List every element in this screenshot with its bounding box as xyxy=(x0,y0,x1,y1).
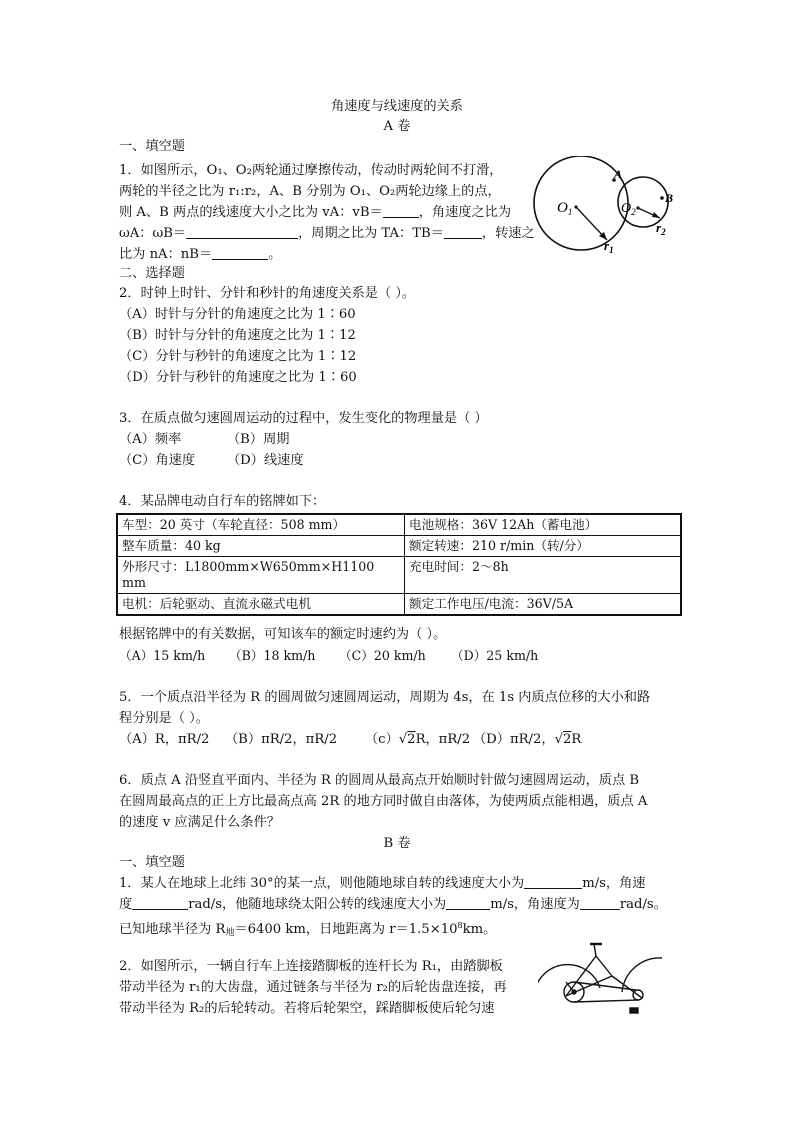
qb1-blank-orbit-omega[interactable] xyxy=(580,897,620,910)
q2-stem: 2．时钟上时针、分针和秒针的角速度关系是（ ）。 xyxy=(119,286,416,301)
qb1-line2-text: 度 xyxy=(119,897,133,912)
friction-wheels-diagram xyxy=(528,156,688,256)
qb1-line2 xyxy=(119,897,667,913)
q1-line5-text-b: 。 xyxy=(268,247,282,262)
q5-line1: 5．一个质点沿半径为 R 的圆周做匀速圆周运动，周期为 4s，在 1s 内质点位移的大小和路 xyxy=(119,690,651,705)
table-row xyxy=(117,536,681,557)
qb1-line2-text-b: rad/s，他随地球绕太阳公转的线速度大小为 xyxy=(188,897,447,912)
q6-line3: 的速度 v 应满足什么条件？ xyxy=(119,815,280,830)
qb1-blank-orbit-speed[interactable] xyxy=(446,897,490,910)
table-cell: 额定转速：210 r/min（转/分） xyxy=(405,536,682,557)
qb1-line1 xyxy=(119,876,646,892)
chain-lower xyxy=(574,1000,638,1002)
q5-option-c-suffix: R，πR/2 xyxy=(415,732,471,747)
q4-option-d[interactable]: （D）25 km/h xyxy=(451,648,539,663)
q5-option-d[interactable] xyxy=(473,732,581,748)
label-o2: $O_2$ xyxy=(621,201,636,217)
q1-line3 xyxy=(119,205,511,221)
volume-a-heading: A 卷 xyxy=(383,119,411,134)
section-b1-heading: 一、填空题 xyxy=(119,855,185,870)
q1-line4-text: ωA：ωB＝ xyxy=(119,226,187,241)
volume-b-heading: B 卷 xyxy=(383,836,411,851)
q1-line4 xyxy=(119,226,535,242)
sqrt-symbol: √2 xyxy=(398,732,416,747)
q3-option-c[interactable]: （C）角速度 xyxy=(119,453,196,468)
page-title: 角速度与线速度的关系 xyxy=(331,99,463,114)
q3-stem: 3．在质点做匀速圆周运动的过程中，发生变化的物理量是（ ） xyxy=(119,411,488,426)
label-r2: $r_2$ xyxy=(656,220,666,237)
sqrt-symbol: √2 xyxy=(554,732,572,747)
q4-option-a[interactable]: （A）15 km/h xyxy=(119,648,206,663)
q3-options-row1 xyxy=(119,432,289,448)
q4-question: 根据铭牌中的有关数据，可知该车的额定时速约为（ ）。 xyxy=(119,627,447,642)
q4-option-b[interactable]: （B）18 km/h xyxy=(229,648,316,663)
table-cell: 车型：20 英寸（车轮直径：508 mm） xyxy=(117,514,405,536)
q1-blank-period[interactable] xyxy=(444,226,482,239)
label-r1: $r_1$ xyxy=(604,238,614,255)
q6-line1: 6．质点 A 沿竖直平面内、半径为 R 的圆周从最高点开始顺时针做匀速圆周运动，质点 B xyxy=(119,773,640,788)
table-cell: 外形尺寸：L1800mm×W650mm×H1100 mm xyxy=(117,557,405,594)
radius-r2-arrow xyxy=(652,212,660,218)
sqrt-radicand: 2 xyxy=(562,732,572,747)
qb1-line3 xyxy=(119,918,496,941)
q5-options-row xyxy=(119,732,581,748)
qb1-blank-rotation-speed[interactable] xyxy=(524,876,582,889)
q1-blank-omega[interactable] xyxy=(186,226,298,239)
table-row xyxy=(117,594,681,616)
q1-line4-text-c: ，转速之 xyxy=(481,226,535,241)
q3-option-b[interactable]: （B）周期 xyxy=(227,432,290,447)
q5-option-c-prefix: （c） xyxy=(365,732,399,747)
qb1-blank-rotation-omega[interactable] xyxy=(132,897,188,910)
section-a1-heading: 一、填空题 xyxy=(119,139,185,154)
q1-line4-text-b: ，周期之比为 TA：TB＝ xyxy=(298,226,444,241)
q1-line1: 1．如图所示，O₁、O₂两轮通过摩擦传动，传动时两轮间不打滑， xyxy=(119,163,503,178)
table-cell: 电机：后轮驱动、直流永磁式电机 xyxy=(117,594,405,616)
table-row xyxy=(117,557,681,594)
q6-line2: 在圆周最高点的正上方比最高点高 2R 的地方同时做自由落体，为使两质点能相遇，质点 A xyxy=(119,794,648,809)
q1-line3-text-b: ，角速度之比为 xyxy=(418,205,512,220)
qb1-line3-text-c: km。 xyxy=(462,922,497,937)
sqrt-radicand: 2 xyxy=(407,732,416,747)
q5-option-a[interactable]: （A）R，πR/2 xyxy=(119,732,210,747)
q3-options-row2 xyxy=(119,453,304,469)
q3-option-a[interactable]: （A）频率 xyxy=(119,432,182,447)
table-cell: 整车质量：40 kg xyxy=(117,536,405,557)
q5-option-c[interactable] xyxy=(365,732,473,748)
section-a2-heading: 二、选择题 xyxy=(119,266,185,281)
q5-line2: 程分别是（ ）。 xyxy=(119,711,209,726)
q1-line5 xyxy=(119,247,281,263)
q1-line5-text: 比为 nA：nB＝ xyxy=(119,247,213,262)
q5-option-d-suffix: R xyxy=(571,732,582,747)
q2-option-d[interactable]: （D）分针与秒针的角速度之比为 1∶60 xyxy=(119,370,357,385)
label-a: A xyxy=(614,167,623,181)
table-cell: 电池规格：36V 12Ah（蓄电池） xyxy=(405,514,682,536)
nameplate-table xyxy=(116,513,682,616)
table-cell: 额定工作电压/电流：36V/5A xyxy=(405,594,682,616)
label-o1: $O_1$ xyxy=(557,200,573,217)
bicycle-diagram xyxy=(538,938,662,1034)
qb1-line2-text-c: m/s，角速度为 xyxy=(490,897,580,912)
q5-option-d-prefix: （D）πR/2， xyxy=(473,732,555,747)
pedal-block xyxy=(630,1008,638,1013)
qb2-line2: 带动半径为 r₁的大齿盘，通过链条与半径为 r₂的后轮齿盘连接，再 xyxy=(119,980,507,995)
qb1-line1-text-b: m/s，角速 xyxy=(582,876,646,891)
front-wheel-arc xyxy=(538,965,600,994)
qb1-earth-subscript: 地 xyxy=(225,928,235,938)
q1-line2: 两轮的半径之比为 r₁:r₂，A、B 分别为 O₁、O₂两轮边缘上的点， xyxy=(119,184,501,199)
frame-seat-stay xyxy=(596,956,612,976)
qb1-exponent: 8 xyxy=(457,921,463,930)
qb1-line3-text-b: ＝6400 km，日地距离为 r＝1.5×10 xyxy=(234,922,458,937)
q2-option-b[interactable]: （B）时针与分针的角速度之比为 1∶12 xyxy=(119,328,356,343)
q5-option-b[interactable]: （B）πR/2，πR/2 xyxy=(225,732,338,747)
qb2-line3: 带动半径为 R₂的后轮转动。若将后轮架空，踩踏脚板使后轮匀速 xyxy=(119,1001,495,1016)
stem xyxy=(594,944,596,956)
table-row xyxy=(117,514,681,536)
q1-blank-velocity[interactable] xyxy=(383,205,419,218)
label-b: B xyxy=(665,191,674,205)
qb1-line1-text: 1．某人在地球上北纬 30°的某一点，则他随地球自转的线速度大小为 xyxy=(119,876,525,891)
qb1-line3-text: 已知地球半径为 R xyxy=(119,922,226,937)
point-b-dot xyxy=(660,196,664,200)
q1-blank-speed[interactable] xyxy=(212,247,268,260)
q4-option-c[interactable]: （C）20 km/h xyxy=(339,648,426,663)
q4-stem: 4．某品牌电动自行车的铭牌如下： xyxy=(119,494,326,509)
q3-option-d[interactable]: （D）线速度 xyxy=(227,453,304,468)
q2-option-a[interactable]: （A）时针与分针的角速度之比为 1∶60 xyxy=(119,307,356,322)
q4-options-row xyxy=(119,648,538,664)
table-cell: 充电时间：2～8h xyxy=(405,557,682,594)
qb2-line1: 2．如图所示，一辆自行车上连接踏脚板的连杆长为 R₁，由踏脚板 xyxy=(119,959,503,974)
q1-line3-text: 则 A、B 两点的线速度大小之比为 vA：vB＝ xyxy=(119,205,383,220)
qb1-line2-text-d: rad/s。 xyxy=(619,897,667,912)
q2-option-c[interactable]: （C）分针与秒针的角速度之比为 1∶12 xyxy=(119,349,357,364)
